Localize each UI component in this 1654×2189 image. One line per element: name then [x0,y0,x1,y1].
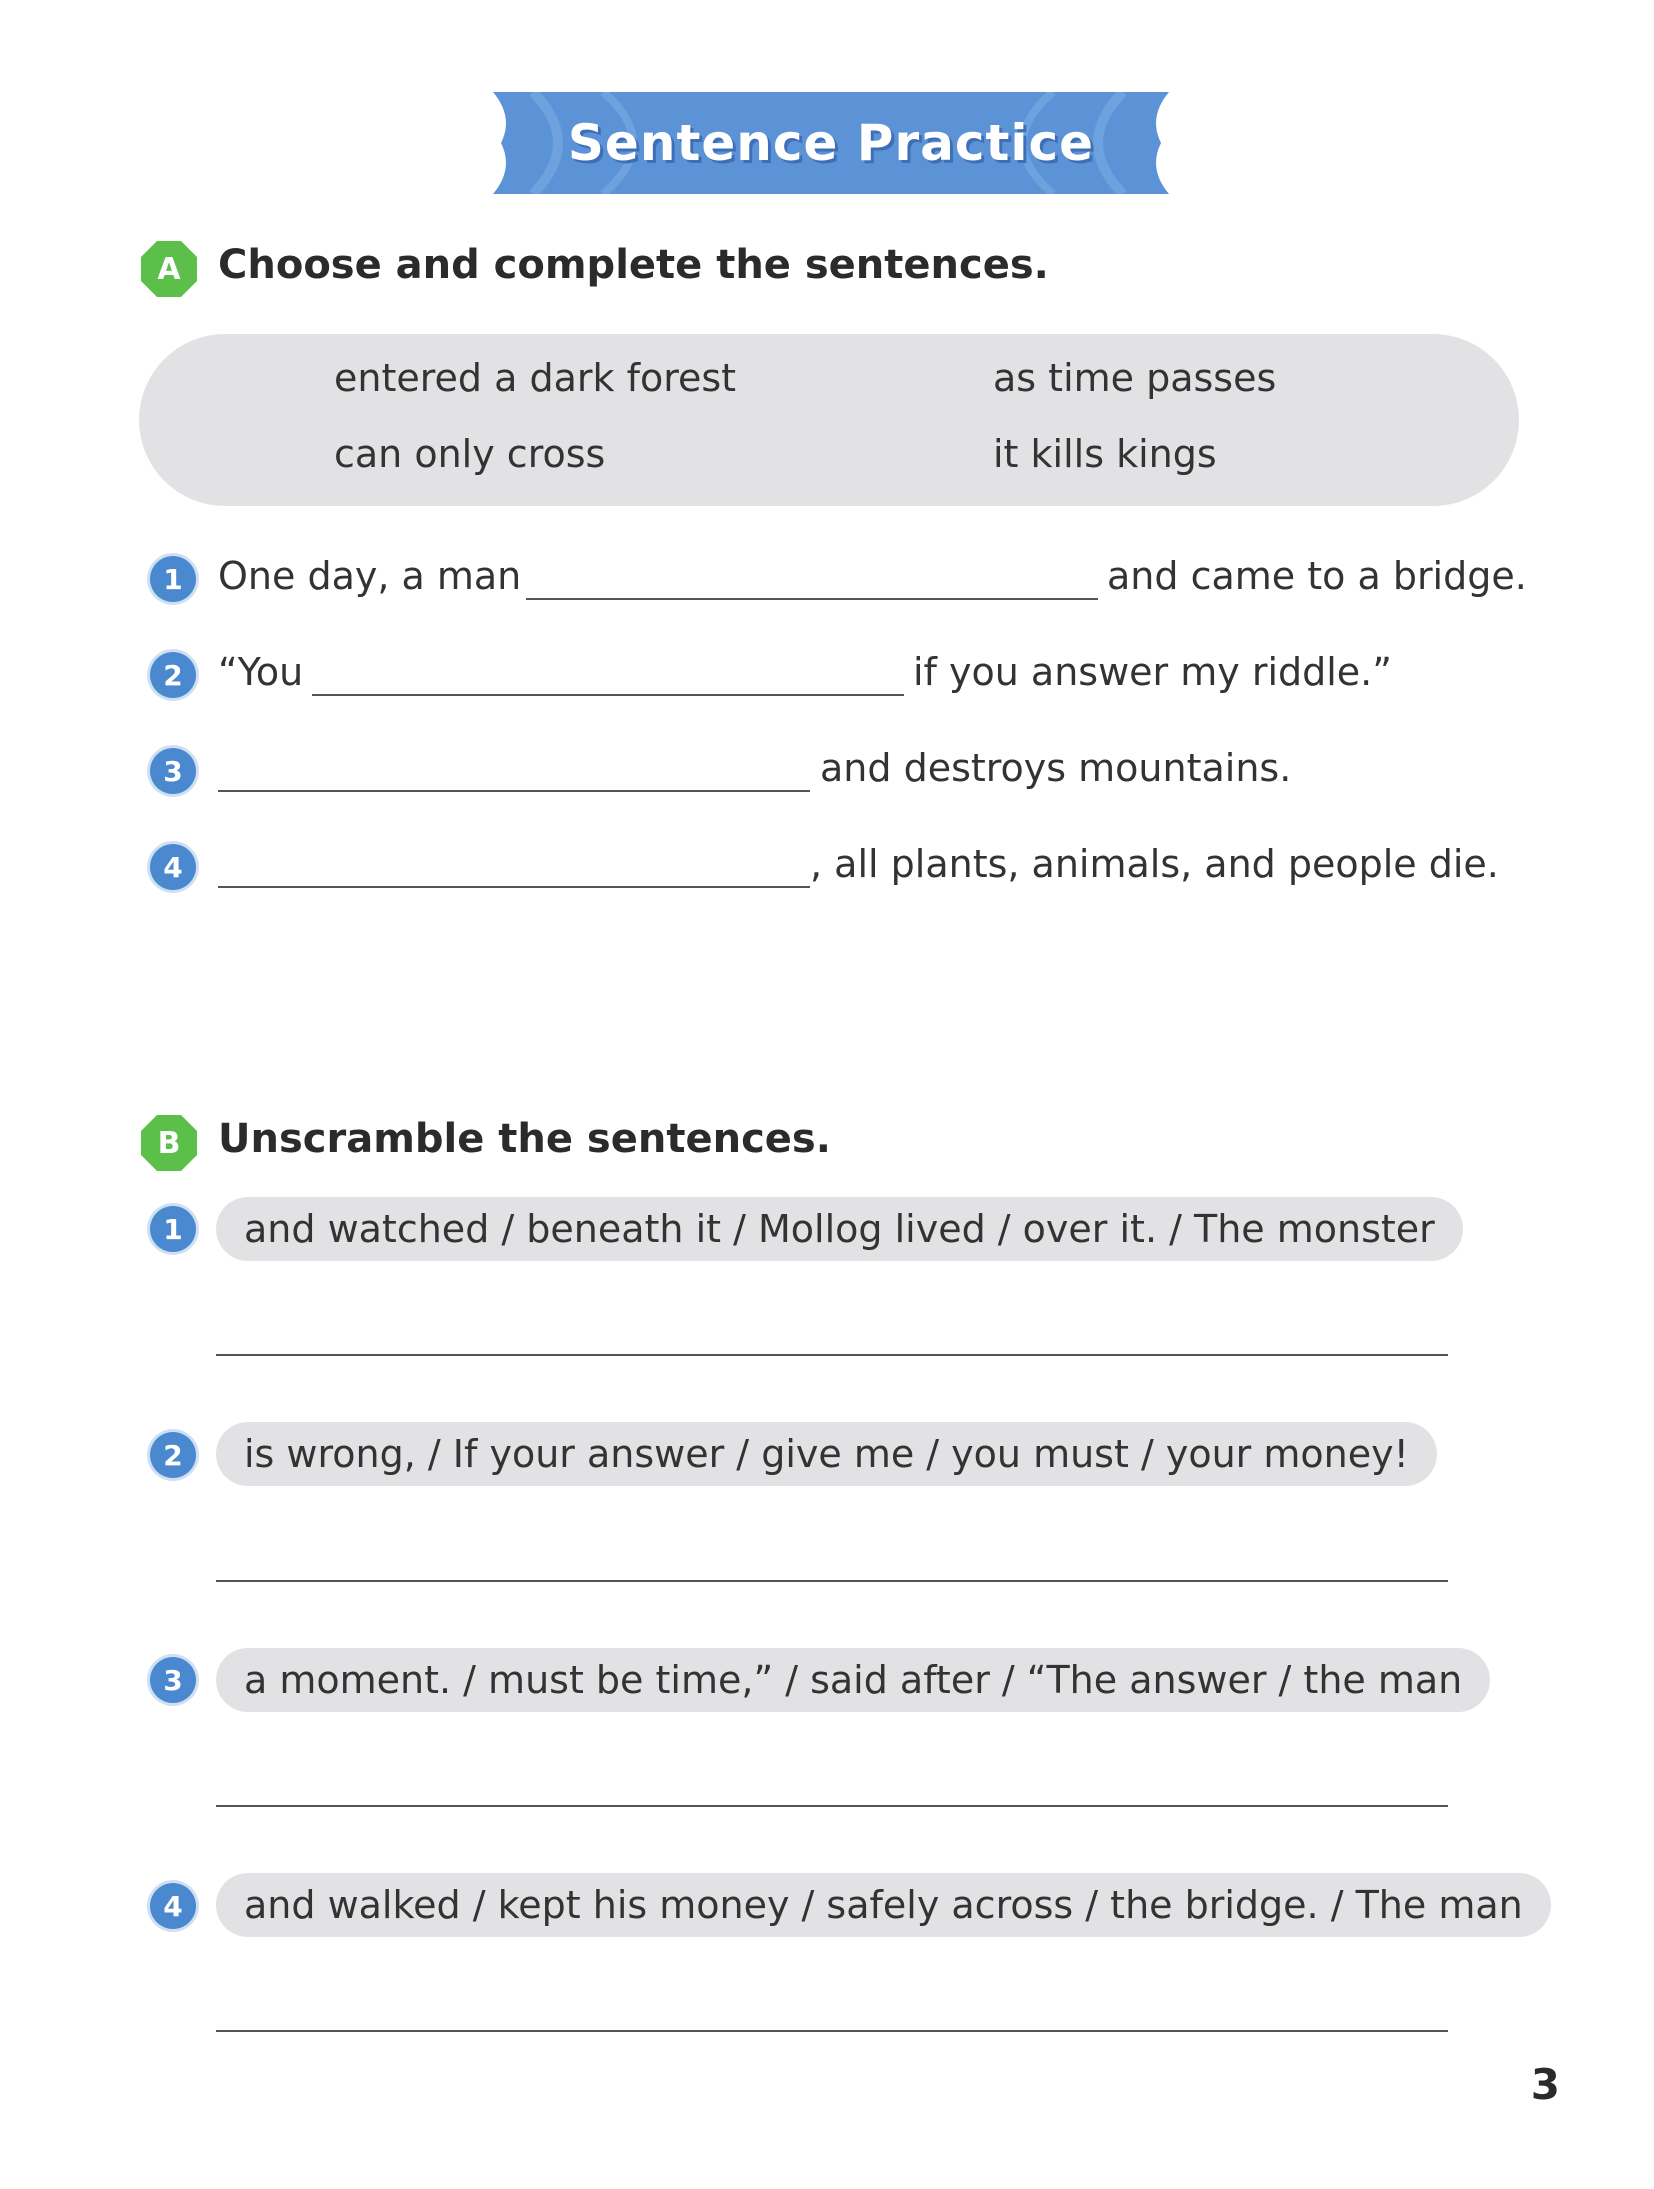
scrambled-sentence: and walked / kept his money / safely across / the bridge. / The man [216,1873,1551,1937]
word-bank-item: it kills kings [993,432,1217,476]
item-number: 4 [150,1883,196,1929]
item-number: 2 [150,1432,196,1478]
word-bank-item: entered a dark forest [334,356,737,400]
item-number: 2 [150,652,196,698]
item-number: 3 [150,1657,196,1703]
page-title: Sentence Practice [567,114,1095,172]
fill-in-blank[interactable] [526,598,1098,600]
answer-line[interactable] [216,1354,1448,1356]
page-number: 3 [1530,2060,1560,2109]
item-number: 1 [150,556,196,602]
section-b-badge [139,1113,199,1173]
section-a-badge [139,239,199,299]
word-bank-item: as time passes [993,356,1277,400]
answer-line[interactable] [216,1805,1448,1807]
answer-line[interactable] [216,2030,1448,2032]
section-b-instruction: Unscramble the sentences. [218,1116,831,1162]
fill-in-blank[interactable] [312,694,904,696]
section-a-instruction: Choose and complete the sentences. [218,242,1049,288]
fill-in-blank[interactable] [218,886,810,888]
item-number: 3 [150,748,196,794]
item-number: 1 [150,1206,196,1252]
item-number: 4 [150,844,196,890]
answer-line[interactable] [216,1580,1448,1582]
scrambled-sentence: a moment. / must be time,” / said after / “The answer / the man [216,1648,1490,1712]
word-bank-item: can only cross [334,432,606,476]
title-banner [493,92,1169,194]
section-a-letter: A [157,251,181,287]
sentence-end: and destroys mountains. [820,746,1292,790]
section-b-letter: B [157,1125,181,1161]
sentence-start: One day, a man [218,554,522,598]
scrambled-sentence: is wrong, / If your answer / give me / you must / your money! [216,1422,1437,1486]
fill-in-blank[interactable] [218,790,810,792]
scrambled-sentence: and watched / beneath it / Mollog lived / over it. / The monster [216,1197,1463,1261]
sentence-end: , all plants, animals, and people die. [810,842,1499,886]
sentence-end: if you answer my riddle.” [913,650,1392,694]
sentence-start: “You [218,650,304,694]
sentence-end: and came to a bridge. [1107,554,1527,598]
